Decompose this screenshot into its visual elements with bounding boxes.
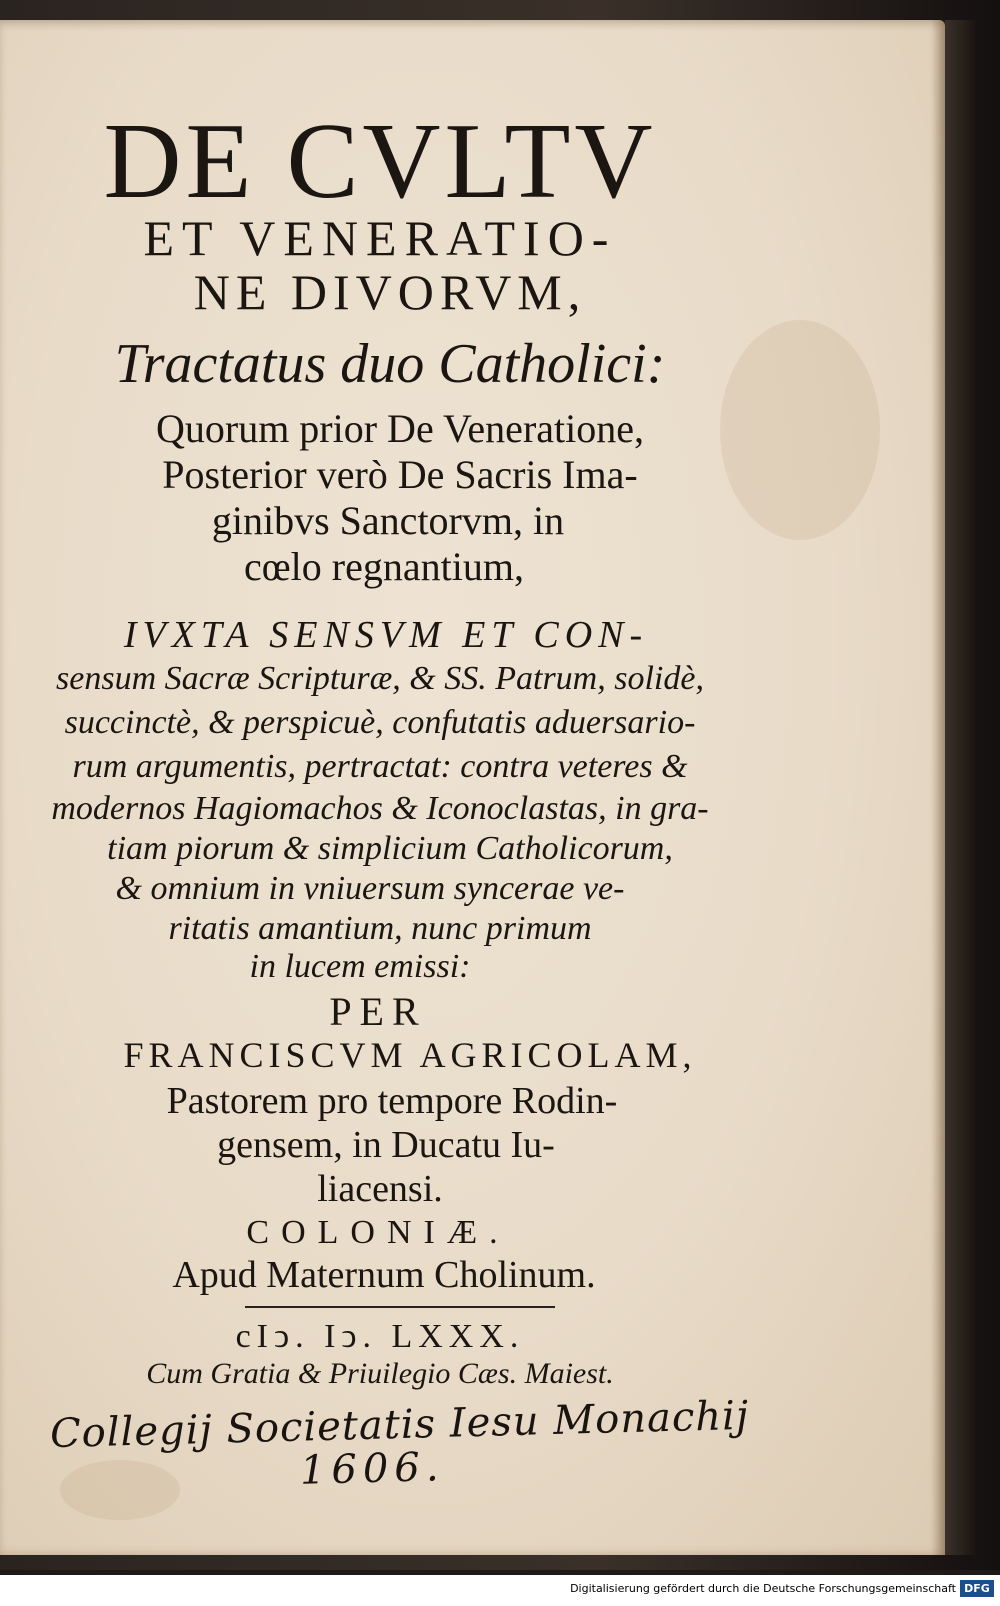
italic-line: succinctè, & perspicuè, confutatis aduersario- <box>64 704 696 741</box>
publication-year: cIↄ. Iↄ. LXXX. <box>235 1318 525 1355</box>
italic-line: rum argumentis, pertractat: contra veteres & <box>72 748 688 785</box>
privilege-line: Cum Gratia & Priuilegio Cæs. Maiest. <box>146 1357 614 1390</box>
author-description: Pastorem pro tempore Rodin- <box>166 1080 618 1122</box>
author-description: gensem, in Ducatu Iu- <box>217 1124 555 1166</box>
italic-line: in lucem emissi: <box>249 948 471 985</box>
per-label: PER <box>329 989 427 1034</box>
subtitle: Tractatus duo Catholici: <box>114 333 666 395</box>
footer-bar <box>0 1575 1000 1606</box>
italic-line: tiam piorum & simplicium Catholicorum, <box>107 830 673 867</box>
dfg-logo-icon: DFG <box>960 1580 994 1597</box>
title-line-2: ET VENERATIO- <box>143 210 617 266</box>
divider-rule <box>245 1306 555 1308</box>
italic-line: & omnium in vniuersum syncerae ve- <box>115 870 625 907</box>
description-line: cœlo regnantium, <box>244 544 524 589</box>
description-line: Quorum prior De Veneratione, <box>155 406 644 451</box>
italic-line: sensum Sacræ Scripturæ, & SS. Patrum, solidè, <box>56 660 704 697</box>
italic-line: IVXTA SENSVM ET CON- <box>123 614 649 656</box>
title-line-1: DE CVLTV <box>103 102 657 221</box>
paper-stain <box>60 1460 180 1520</box>
title-page <box>0 20 945 1555</box>
description-line: Posterior verò De Sacris Ima- <box>162 452 638 497</box>
italic-line: ritatis amantium, nunc primum <box>168 910 592 947</box>
funding-notice: Digitalisierung gefördert durch die Deutsche Forschungsgemeinschaft <box>570 1582 956 1595</box>
handwritten-year: 1606. <box>299 1444 446 1494</box>
author-name: FRANCISCVM AGRICOLAM, <box>123 1035 697 1075</box>
title-line-3: NE DIVORVM, <box>193 264 587 320</box>
description-line: ginibvs Sanctorvm, in <box>211 498 565 543</box>
publisher: Apud Maternum Cholinum. <box>172 1254 596 1296</box>
page-edge <box>945 20 975 1555</box>
place-of-publication: COLONIÆ. <box>246 1214 510 1251</box>
author-description: liacensi. <box>317 1168 443 1210</box>
italic-line: modernos Hagiomachos & Iconoclastas, in gra- <box>51 790 709 827</box>
handwritten-ownership-note: Collegij Societatis Iesu Monachij <box>49 1392 750 1458</box>
